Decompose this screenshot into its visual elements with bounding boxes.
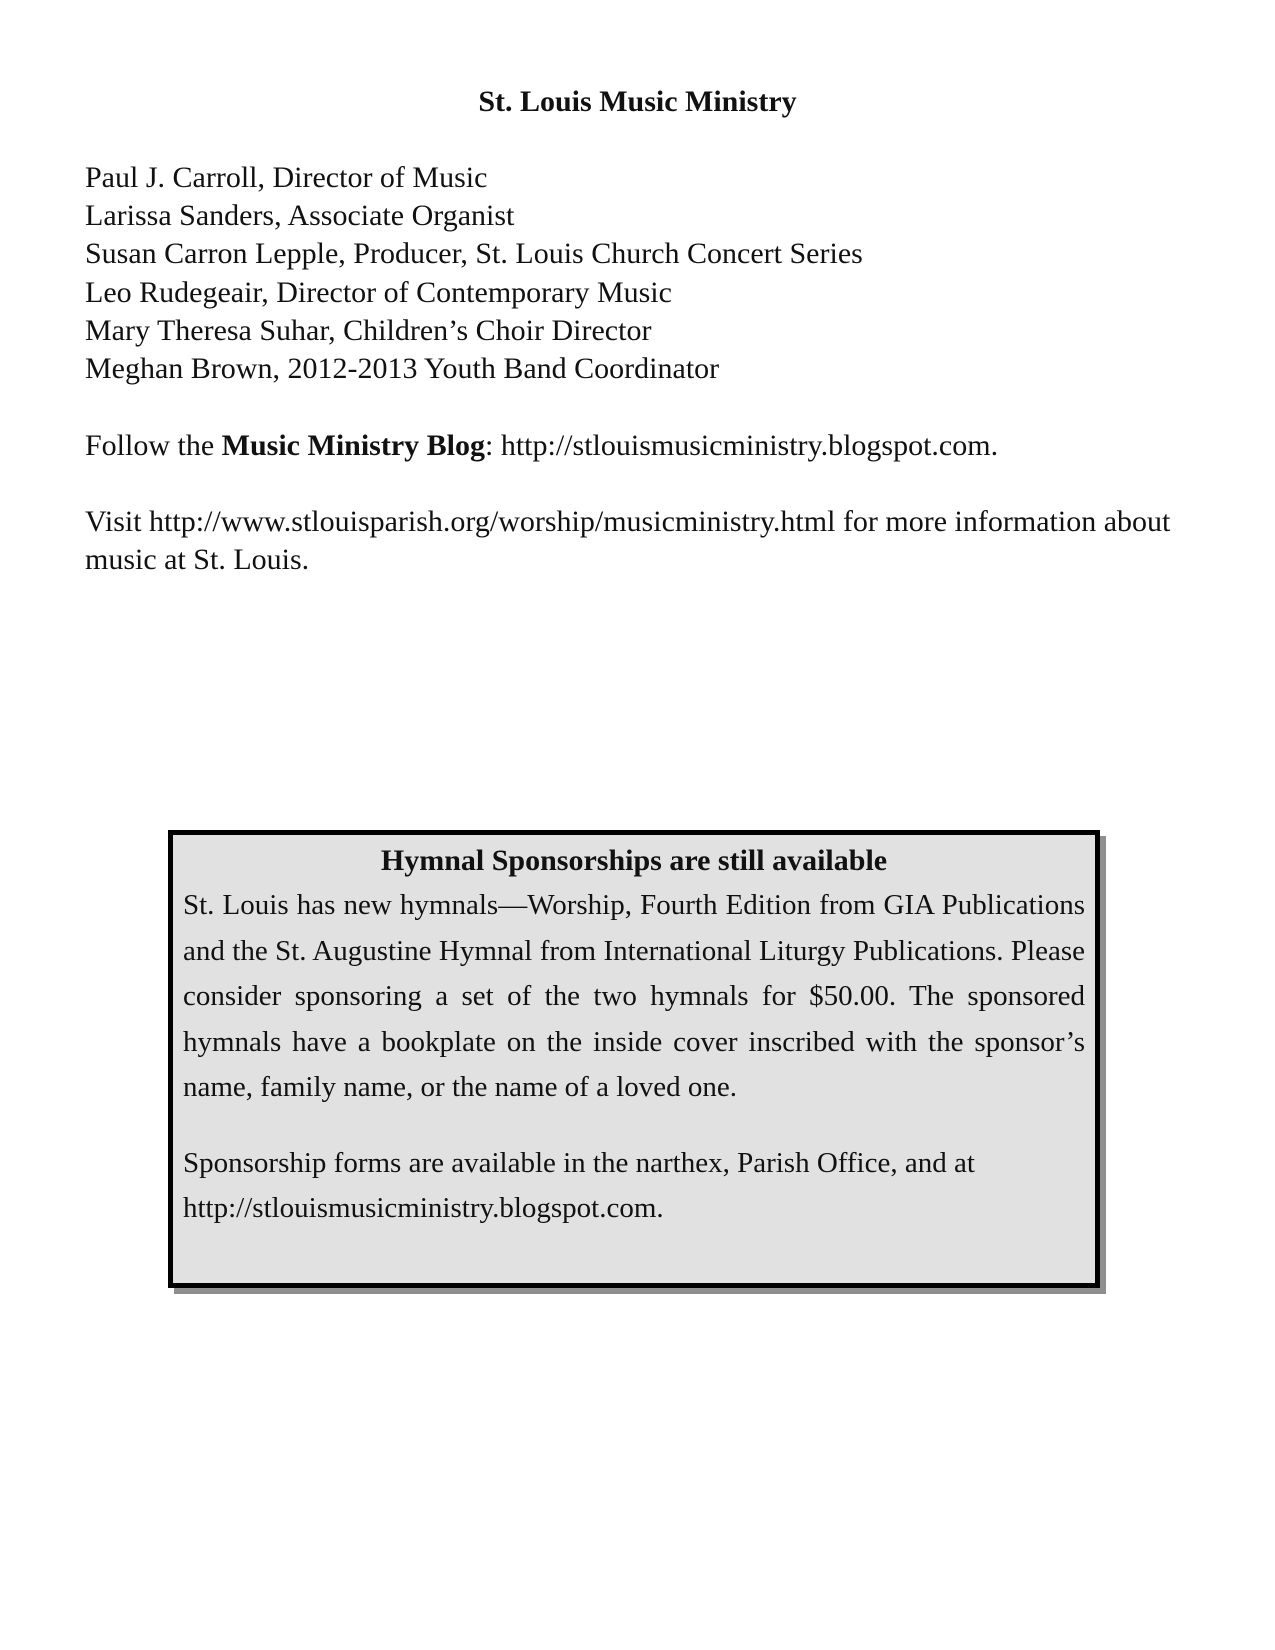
sponsorship-body: St. Louis has new hymnals—Worship, Fourth Edition from GIA Publications and the St. Augustine Hymnal from International Liturgy Publications. Please consider sponsoring a set of the two hymnals for $50.00. The sponsored hymnals have a bookplate on the inside cover inscribed with the sponsor’s name, family name, or the name of a loved one. [183,889,1085,1103]
staff-member: Larissa Sanders, Associate Organist [85,199,515,233]
visit-paragraph: Visit http://www.stlouisparish.org/worship/musicministry.html for more information about music at St. Louis. [85,505,1171,576]
sponsorship-forms [183,1141,1085,1231]
staff-member: Meghan Brown, 2012-2013 Youth Band Coordinator [85,352,720,386]
blog-name: Music Ministry Blog [221,429,485,462]
staff-member: Susan Carron Lepple, Producer, St. Louis Church Concert Series [85,237,863,271]
sponsorship-title: Hymnal Sponsorships are still available [380,844,888,877]
page-title: St. Louis Music Ministry [478,85,797,118]
staff-member: Mary Theresa Suhar, Children’s Choir Director [85,313,652,347]
blog-url: http://stlouismusicministry.blogspot.com. [500,429,999,462]
sponsorship-forms-url: http://stlouismusicministry.blogspot.com. [183,1191,664,1224]
blog-line [85,427,998,465]
staff-member: Leo Rudegeair, Director of Contemporary Music [85,275,672,309]
sponsorship-box [168,830,1100,1288]
sponsorship-forms-text: Sponsorship forms are available in the narthex, Parish Office, and at [183,1146,975,1179]
staff-list [85,159,863,388]
staff-member: Paul J. Carroll, Director of Music [85,161,488,194]
blog-prefix: Follow the [85,429,222,462]
blog-separator: : [485,429,501,462]
